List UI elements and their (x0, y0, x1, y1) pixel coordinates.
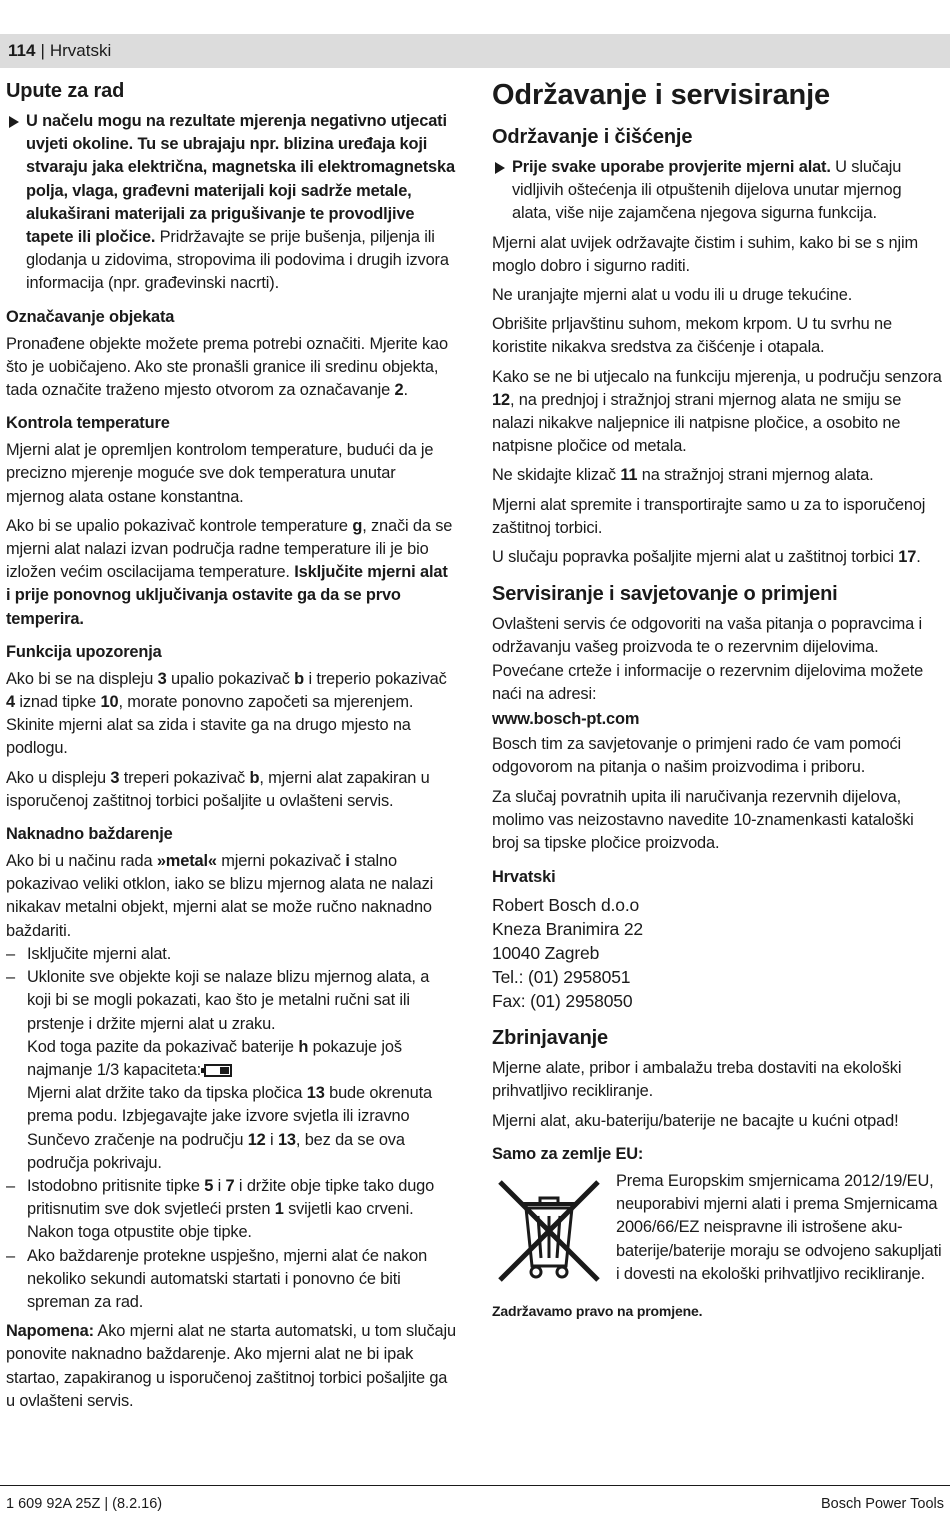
instruction-item: Prije svake uporabe provjerite mjerni alat. U slučaju vidljivih oštećenja ili otpuštenih dijelova unutar mjernog alata, više nije zajamčena njegova sigurna funkcija. (492, 156, 943, 226)
chapter-title: Održavanje i servisiranje (492, 79, 830, 111)
paragraph: Ne skidajte klizač 11 na stražnjoj strani mjernog alata. (492, 466, 874, 485)
section-title-servis: Servisiranje i savjetovanje o primjeni (492, 583, 838, 606)
section-title-upute: Upute za rad (6, 80, 125, 102)
page-footer (0, 1485, 950, 1527)
paragraph: Mjerni alat, aku-bateriju/baterije ne bacajte u kućni otpad! (492, 1111, 899, 1130)
paragraph: Mjerne alate, pribor i ambalažu treba dostaviti na ekološki prihvatljivo recikliranje. (492, 1059, 902, 1101)
page-header (0, 34, 950, 68)
arrow-right-icon (495, 162, 505, 174)
section-title-kontrola: Kontrola temperature (6, 414, 170, 433)
list-item: – Istodobno pritisnite tipke 5 i 7 i držite obje tipke tako dugo pritisnutim sve dok svjetleći prsten 1 svijetli kao crveni. Nakon toga otpustite obje tipke. (6, 1176, 435, 1242)
eu-disposal-block (492, 1170, 943, 1288)
header-separator: | (40, 41, 45, 60)
paragraph: Obrišite prljavštinu suhom, mekom krpom. U tu svrhu ne koristite nikakva sredstva za čišćenje i otapala. (492, 315, 892, 357)
note: Napomena: Ako mjerni alat ne starta automatski, u tom slučaju ponovite naknadno baždarenje. Ako mjerni alat ne bi ipak startao, zapakiranog u isporučenoj zaštitnoj torbici pošaljite ga u ovlašteni servis. (6, 1322, 456, 1410)
section-title-odrzavanje: Održavanje i čišćenje (492, 126, 693, 148)
page-number: 114 (8, 41, 36, 60)
list-item: – Isključite mjerni alat. (6, 944, 172, 963)
section-title-oznacavanje: Označavanje objekata (6, 307, 175, 326)
paragraph: Mjerni alat uvijek održavajte čistim i suhim, kako bi se s njim moglo dobro i sigurno raditi. (492, 233, 918, 275)
list-item: – Uklonite sve objekte koji se nalaze blizu mjernog alata, a koji bi se mogli pokazati, kao što je metalni ručni sat ili prstenje i držite mjerni alat u zraku. Kod toga pazite da pokazivač baterije h pokazuje još najmanje 1/3 kapaciteta: Mjerni alat držite tako da tipska pločica 13 bude okrenuta prema podu. Izbjegavajte jake izvore svjetla ili izravno Sunčevo zračenje na području 12 i 13, bez da se ova područja pokrivaju. (6, 968, 432, 1172)
paragraph: Ovlašteni servis će odgovoriti na vaša pitanja o popravcima i održavanju vašeg proizvoda te o rezervnim dijelovima. Povećane crteže i informacije o rezervnim dijelovima možete naći na adresi: (492, 615, 924, 703)
right-column (492, 78, 943, 1323)
paragraph: Ako bi se na displeju 3 upalio pokazivač b i treperio pokazivač 4 iznad tipke 10, morate ponovno započeti sa mjerenjem. Skinite mjerni alat sa zida i stavite ga na drugo mjesto na podlogu. (6, 669, 447, 758)
paragraph: Bosch tim za savjetovanje o primjeni rado će vam pomoći odgovorom na pitanja o našim proizvodima i priboru. (492, 735, 901, 777)
instruction-item: U načelu mogu na rezultate mjerenja negativno utjecati uvjeti okoline. Tu se ubrajaju npr. blizina uređaja koji stvaraju jaka električna, magnetska ili elektromagnetska polja, vlaga, građevni materijali koji sadrže metale, alukaširani materijali za prigušivanje te provodljive tapete ili pločice. Pridržavajte se prije bušenja, piljenja ili glodanja u zidovima, stropovima ili podovima i drugih izvora informacija (npr. građevinski nacrti). (6, 110, 456, 296)
list-item: – Ako baždarenje protekne uspješno, mjerni alat će nakon nekoliko sekundi automatski startati i ponovno će biti spreman za rad. (6, 1246, 428, 1311)
paragraph: Ako u displeju 3 treperi pokazivač b, mjerni alat zapakiran u isporučenoj zaštitnoj torbici pošaljite u ovlašteni servis. (6, 768, 430, 810)
paragraph: Ako bi se upalio pokazivač kontrole temperature g, znači da se mjerni alat nalazi izvan područja radne temperature ili je bio izložen većim oscilacijama temperature. Isključite mjerni alat i prije ponovnog uključivanja ostavite ga da se prvo temperira. (6, 516, 453, 628)
paragraph: Mjerni alat je opremljen kontrolom temperature, budući da je precizno mjerenje moguće sve dok temperatura unutar mjernog alata ostane konstantna. (6, 441, 434, 506)
paragraph: Za slučaj povratnih upita ili naručivanja rezervnih dijelova, molimo vas neizostavno navedite 10-znamenkasti kataloški broj sa tipske pločice proizvoda. (492, 787, 914, 853)
calibration-steps (6, 943, 456, 1314)
paragraph: Ako bi u načinu rada »metal« mjerni pokazivač i stalno pokazivao veliki otklon, iako se blizu mjernog alata ne nalazi nikakav metalni objekt, mjerni alat se može ručno naknadno baždariti. (6, 852, 434, 940)
battery-icon (204, 1064, 232, 1077)
crossed-out-wheelie-bin-icon (492, 1174, 606, 1288)
paragraph: Mjerni alat spremite i transportirajte samo u za to isporučenoj zaštitnoj torbici. (492, 495, 926, 537)
paragraph: Pronađene objekte možete prema potrebi označiti. Mjerite kao što je uobičajeno. Ako ste pronašli granice ili sredinu objekta, tada označite traženo mjesto otvorom za označavanje 2. (6, 334, 448, 400)
address-block: Hrvatski Robert Bosch d.o.o Kneza Branimira 22 10040 Zagreb Tel.: (01) 2958051 Fax: (01) 2958050 (492, 865, 943, 1013)
eu-label: Samo za zemlje EU: (492, 1144, 644, 1163)
paragraph: Kako se ne bi utjecalo na funkciju mjerenja, u području senzora 12, na prednjoj i stražnjoj strani mjernog alata ne smiju se nalazi nikakve naljepnice ili natpisne pločice, a osobito ne natpisne pločice od metala. (492, 367, 942, 456)
paragraph: Ne uranjajte mjerni alat u vodu ili u druge tekućine. (492, 286, 853, 305)
paragraph: U slučaju popravka pošaljite mjerni alat u zaštitnoj torbici 17. (492, 548, 921, 567)
section-title-zbrinjavanje: Zbrinjavanje (492, 1027, 609, 1050)
section-title-naknadno: Naknadno baždarenje (6, 825, 173, 844)
left-column (6, 78, 456, 1419)
arrow-right-icon (9, 116, 19, 128)
publisher: Bosch Power Tools (820, 1496, 944, 1512)
address-label: Hrvatski (492, 868, 556, 887)
website-link[interactable]: www.bosch-pt.com (492, 710, 640, 729)
document-number: 1 609 92A 25Z | (8.2.16) (6, 1496, 163, 1512)
eu-text: Prema Europskim smjernicama 2012/19/EU, neuporabivi mjerni alati i prema Smjernicama 2006/66/EZ neispravne ili istrošene aku-baterije/baterije moraju se odvojeno sakupljati i dovesti na ekološki prihvatljivo recikliranje. (616, 1171, 942, 1283)
reserve-rights-note: Zadržavamo pravo na promjene. (492, 1302, 703, 1319)
section-title-funkcija: Funkcija upozorenja (6, 642, 162, 661)
header-language: Hrvatski (49, 41, 112, 60)
